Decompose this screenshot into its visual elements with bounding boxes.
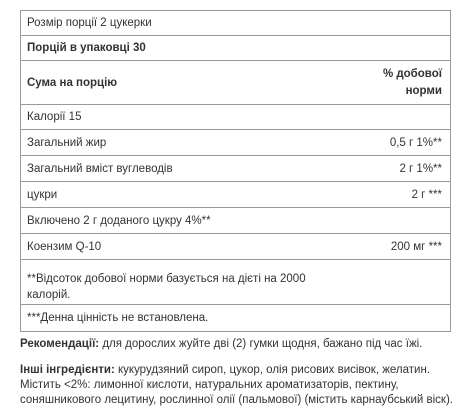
daily-value-label [383, 66, 442, 100]
footnote-not-established: ***Денна цінність не встановлена. [27, 312, 209, 324]
daily-value-label-line2: норми [405, 84, 442, 97]
ingredients-line-1 [20, 363, 460, 378]
table-header-row [21, 61, 450, 105]
nutrient-name: Загальний вміст вуглеводів [27, 162, 173, 175]
footnote-daily-value-row [21, 260, 450, 305]
nutrient-value: 2 г *** [411, 188, 442, 201]
coq10-value: 200 мг *** [390, 240, 442, 253]
nutrient-name: цукри [27, 188, 58, 201]
other-ingredients-paragraph [20, 363, 460, 408]
calories: Калорії 15 [27, 111, 82, 123]
serving-size-row [21, 11, 450, 36]
ingredients-line-2: Містить <2%: лимонної кислоти, натуральних ароматизаторів, пектину, [20, 379, 399, 391]
amount-per-serving-label: Сума на порцію [27, 76, 118, 89]
footnote-not-established-row [21, 305, 450, 331]
servings-per-container-row [21, 36, 450, 61]
servings-per-container: Порцій в упаковці 30 [27, 42, 146, 54]
footnote-daily-value-line1: **Відсоток добової норми базується на дієті на 2000 [27, 273, 306, 285]
nutrient-name: Загальний жир [27, 136, 107, 149]
ingredients-line-3: соняшникового лецитину, рослинної олії (пальмової) (містить карнаубський віск). [20, 394, 453, 406]
added-sugar: Включено 2 г доданого цукру 4%** [27, 214, 211, 227]
footnote-daily-value-line2: калорій. [27, 289, 71, 301]
nutrient-row [21, 182, 450, 208]
nutrient-value: 2 г 1%** [399, 162, 442, 175]
supplement-facts-panel [20, 10, 451, 332]
ingredients-text-1: кукурудзяний сироп, цукор, олія рисових висівок, желатин. [114, 364, 431, 376]
added-sugar-row [21, 208, 450, 234]
nutrient-value: 0,5 г 1%** [389, 136, 442, 149]
calories-row [21, 105, 450, 130]
serving-size: Розмір порції 2 цукерки [27, 17, 152, 29]
nutrient-row [21, 156, 450, 182]
coq10-row [21, 234, 450, 260]
ingredients-label: Інші інгредієнти: [20, 364, 115, 376]
daily-value-label-line1: % добової [382, 67, 442, 80]
footnote-daily-value [27, 271, 327, 303]
recommendations-text: для дорослих жуйте дві (2) гумки щодня, бажано під час їжі. [99, 338, 423, 350]
coq10-name: Коензим Q-10 [27, 240, 102, 253]
recommendations-label: Рекомендації: [20, 338, 100, 350]
nutrient-row [21, 130, 450, 156]
recommendations-paragraph [20, 337, 460, 352]
